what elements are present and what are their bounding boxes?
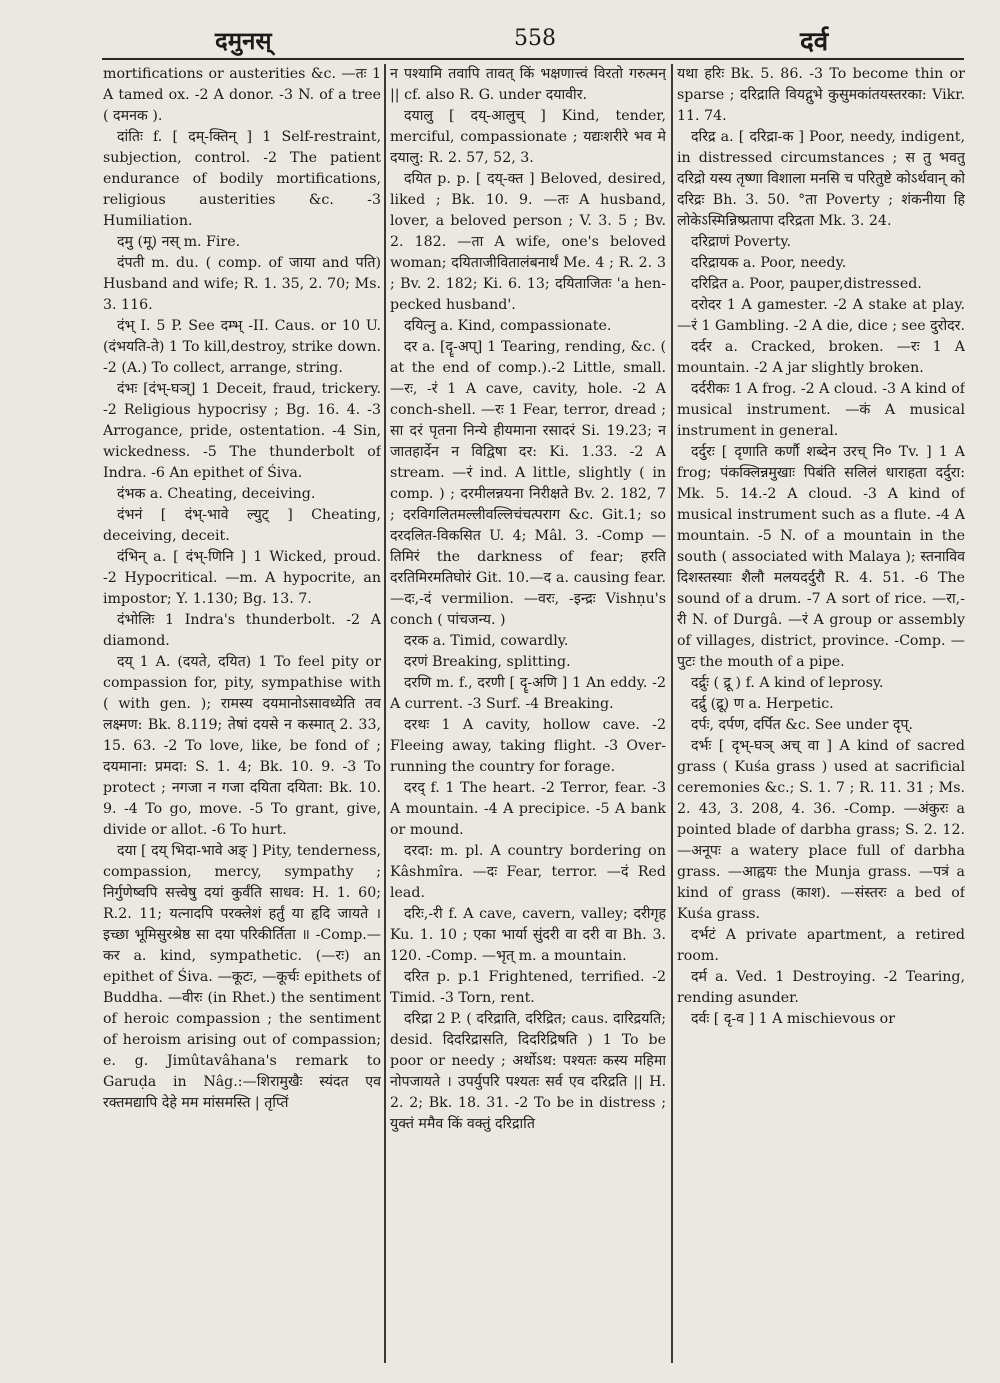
dictionary-entry: दर्द्रु (द्रू) ण a. Herpetic. [691,696,834,712]
dictionary-entry: दयित्नु a. Kind, compassionate. [404,318,612,334]
dictionary-entry: दरणं Breaking, splitting. [404,654,571,670]
dictionary-entry: दंभक a. Cheating, deceiving. [117,486,316,502]
dictionary-entry: दय् 1 A. (दयते, दयित) 1 To feel pity or compassion for, pity, sympathise with ( with gen. ); रामस्य दयमानोऽसावध्येति तव लक्ष्मण: Bk. 8.119; तेषां दयसे न कस्मात् 2. 33, 15. 63. -2 To love, like, be fond of ; दयमाना: प्रमदा: S. 1. 4; Bk. 10. 9. -3 To protect ; नगजा न गजा दयिता दयिता: Bk. 10. 9. -4 To go, move. -5 To grant, give, divide or allot. -6 To hurt. [103,654,381,838]
left-running-headword: दमुनस् [215,26,272,55]
column-right [677,64,965,1369]
dictionary-entry: दंभ् I. 5 P. See दम्भ् -II. Caus. or 10 U. (दंभयति-ते) 1 To kill,destroy, strike down. -2 (A.) To collect, arrange, string. [103,318,381,376]
dictionary-entry: दर्वः [ दृ-व ] 1 A mischievous or [691,1011,896,1027]
column-divider [384,64,386,1363]
dictionary-entry: दंभोलिः 1 Indra's thunderbolt. -2 A diamond. [103,612,381,649]
dictionary-entry: दंपती m. du. ( comp. of जाया and पति) Husband and wife; R. 1. 35, 2. 70; Ms. 3. 116. [103,255,381,313]
right-running-headword: दर्व [800,27,829,57]
dictionary-entry: दरिः,-री f. A cave, cavern, valley; दरीगृह Ku. 1. 10 ; एका भार्या सुंदरी वा दरी वा Bh. 3. 120. -Comp. —भृत् m. a mountain. [390,906,666,964]
dictionary-entry: दर्दर a. Cracked, broken. —रः 1 A mountain. -2 A jar slightly broken. [677,339,965,376]
dictionary-entry: दंभनं [ दंभ्-भावे ल्युट् ] Cheating, deceiving, deceit. [103,507,381,544]
dictionary-entry: दर्म a. Ved. 1 Destroying. -2 Tearing, rending asunder. [677,969,965,1006]
column-middle [390,64,666,1369]
dictionary-entry: यथा हरिः Bk. 5. 86. -3 To become thin or sparse ; दरिद्राति वियद्गुभे कुसुमकांतयस्तरका: Vikr. 11. 74. [677,66,965,124]
dictionary-entry: दंभः [दंभ्-घञ्] 1 Deceit, fraud, trickery. -2 Religious hypocrisy ; Bg. 16. 4. -3 Arrogance, pride, ostentation. -4 Sin, wickedness. -5 The thunderbolt of Indra. -6 An epithet of Śiva. [103,381,381,481]
header-rule [102,58,964,60]
dictionary-entry: दरक a. Timid, cowardly. [404,633,569,649]
dictionary-entry: दरिद्रायक a. Poor, needy. [691,255,847,271]
dictionary-entry: दर्द्रुः ( द्रू ) f. A kind of leprosy. [691,675,884,691]
dictionary-entry: दरोदर 1 A gamester. -2 A stake at play. —रं 1 Gambling. -2 A die, dice ; see दुरोदर. [677,297,965,334]
dictionary-entry: दर्भः [ दृभ्-घञ् अच् वा ] A kind of sacred grass ( Kuśa grass ) used at sacrificial ceremonies &c.; S. 1. 7 ; R. 11. 31 ; Ms. 2. 43, 3. 208, 4. 36. -Comp. —अंकुरः a pointed blade of darbha grass; S. 2. 12. —अनूपः a watery place full of darbha grass. —आह्वयः the Munja grass. —पत्रं a kind of grass (काश). —संस्तरः a bed of Kuśa grass. [677,738,965,922]
dictionary-entry: दर a. [दॄ-अप्] 1 Tearing, rending, &c. ( at the end of comp.).-2 Little, small. —रः, -रं 1 A cave, cavity, hole. -2 A conch-shell. —रः 1 Fear, terror, dread ; सा दरं पृतना निन्ये हीयमाना रसादरं Si. 19.23; न जातहार्देन न विद्विषा दर: Ki. 1.33. -2 A stream. —रं ind. A little, slightly ( in comp. ) ; दरमीलन्नयना निरीक्षते Bv. 2. 182, 7 ; दरविगलितमल्लीवल्लिचंचत्पराग &c. Git.1; so दरदलित-विकसित U. 4; Mâl. 3. -Comp —तिमिरं the darkness of fear; हरति दरतिमिरमतिघोरं Git. 10.—द a. causing fear. —दः,-दं vermilion. —वरः, -इन्द्रः Vishṇu's conch ( पांचजन्य. ) [390,339,666,628]
dictionary-entry: दरिद्रित a. Poor, pauper,distressed. [691,276,922,292]
dictionary-entry: mortifications or austerities &c. —तः 1 A tamed ox. -2 A donor. -3 N. of a tree ( दमनक ). [103,66,381,124]
dictionary-entry: न पश्यामि तवापि तावत् किं भक्षणात्त्वं विरतो गरुत्मन् || cf. also R. G. under दयावीर. [390,66,666,103]
page-number: 558 [514,26,556,51]
column-left [103,64,381,1369]
column-divider [671,64,673,1363]
dictionary-entry: दया [ दय् भिदा-भावे अङ् ] Pity, tenderness, compassion, mercy, sympathy ; निर्गुणेष्वपि सत्त्वेषु दयां कुर्वंति साधव: H. 1. 60; R.2. 11; यत्नादपि परक्लेशं हर्तुं या हृदि जायते । इच्छा भूमिसुरश्रेष्ठ सा दया परिकीर्तिता ॥ -Comp.—कर a. kind, sympathetic. (—रः) an epithet of Śiva. —कूटः, —कूर्चः epithets of Buddha. —वीरः (in Rhet.) the sentiment of heroic compassion ; the sentiment of heroism arising out of compassion; e. g. Jimûtavâhana's remark to Garuḍa in Nâg.:—शिरामुखैः स्यंदत एव रक्तमद्यापि देहे मम मांसमस्ति | तृप्तिं [103,843,381,1111]
dictionary-entry: दरिद्रा 2 P. ( दरिद्राति, दरिद्रित; caus. दारिद्रयति; desid. दिदरिद्रासति, दिदरिद्रिषति ) 1 To be poor or needy ; अर्थोऽथ: पश्यतः कस्य महिमा नोपजायते । उपर्युपरि पश्यतः सर्व एव दरिद्रति || H. 2. 2; Bk. 18. 31. -2 To be in distress ; युक्तं ममैव किं वक्तुं दरिद्राति [390,1011,666,1132]
dictionary-entry: दरद् f. 1 The heart. -2 Terror, fear. -3 A mountain. -4 A precipice. -5 A bank or mound. [390,780,666,838]
dictionary-entry: दंभिन् a. [ दंभ्-णिनि ] 1 Wicked, proud. -2 Hypocritical. —m. A hypocrite, an impostor; Y. 1.130; Bg. 13. 7. [103,549,381,607]
dictionary-entry: दर्पः, दर्पण, दर्पित &c. See under दृप्. [691,717,913,733]
dictionary-entry: दरथः 1 A cavity, hollow cave. -2 Fleeing away, taking flight. -3 Over-running the country for forage. [390,717,666,775]
dictionary-entry: दरित p. p.1 Frightened, terrified. -2 Timid. -3 Torn, rent. [390,969,666,1006]
dictionary-entry: दर्दरीकः 1 A frog. -2 A cloud. -3 A kind of musical instrument. —कं A musical instrument in general. [677,381,965,439]
dictionary-entry: दरिद्राणं Poverty. [691,234,792,250]
dictionary-entry: दरणि m. f., दरणी [ दॄ-अणि ] 1 An eddy. -2 A current. -3 Surf. -4 Breaking. [390,675,666,712]
page-header [0,20,1000,62]
dictionary-entry: दर्दुरः [ दृणाति कर्णौ शब्देन उरच् नि० Tv. ] 1 A frog; पंकक्लिन्नमुखाः पिबंति सलिलं धाराहता दर्दुरा: Mk. 5. 14.-2 A cloud. -3 A kind of musical instrument such as a flute. -4 A mountain. -5 N. of a mountain in the south ( associated with Malaya ); स्तनाविव दिशस्तस्याः शैलौ मलयदर्दुरौ R. 4. 51. -6 The sound of a drum. -7 A sort of rice. —रा,-री N. of Durgâ. —रं A group or assembly of villages, district, province. -Comp. —पुटः the mouth of a pipe. [677,444,965,670]
dictionary-entry: दरिद्र a. [ दरिद्रा-क ] Poor, needy, indigent, in distressed circumstances ; स तु भवतु दरिद्रो यस्य तृष्णा विशाला मनसि च परितुष्टे कोऽर्थवान् को दरिद्रः Bh. 3. 50. °ता Poverty ; शंकनीया हि लोकेऽस्मिन्निष्प्रतापा दरिद्रता Mk. 3. 24. [677,129,965,229]
dictionary-entry: दमु (मू) नस् m. Fire. [117,234,241,250]
dictionary-entry: दयित p. p. [ दय्-क्त ] Beloved, desired, liked ; Bk. 10. 9. —तः A husband, lover, a beloved person ; V. 3. 5 ; Bv. 2. 182. —ता A wife, one's beloved woman; दयिताजीवितालंबनार्थं Me. 4 ; R. 2. 3 ; Bv. 2. 182; Ki. 6. 13; दयिताजितः 'a hen-pecked husband'. [390,171,666,313]
dictionary-entry: दयालु [ दय्-आलुच् ] Kind, tender, merciful, compassionate ; यद्यःशरीरे भव मे दयालु: R. 2. 57, 52, 3. [390,108,666,166]
dictionary-entry: दर्भटं A private apartment, a retired room. [677,927,965,964]
dictionary-entry: दांतिः f. [ दम्-क्तिन् ] 1 Self-restraint, subjection, control. -2 The patient endurance of bodily mortifications, religious austerities &c. -3 Humiliation. [103,129,381,229]
dictionary-entry: दरदा: m. pl. A country bordering on Kâshmîra. —दः Fear, terror. —दं Red lead. [390,843,666,901]
